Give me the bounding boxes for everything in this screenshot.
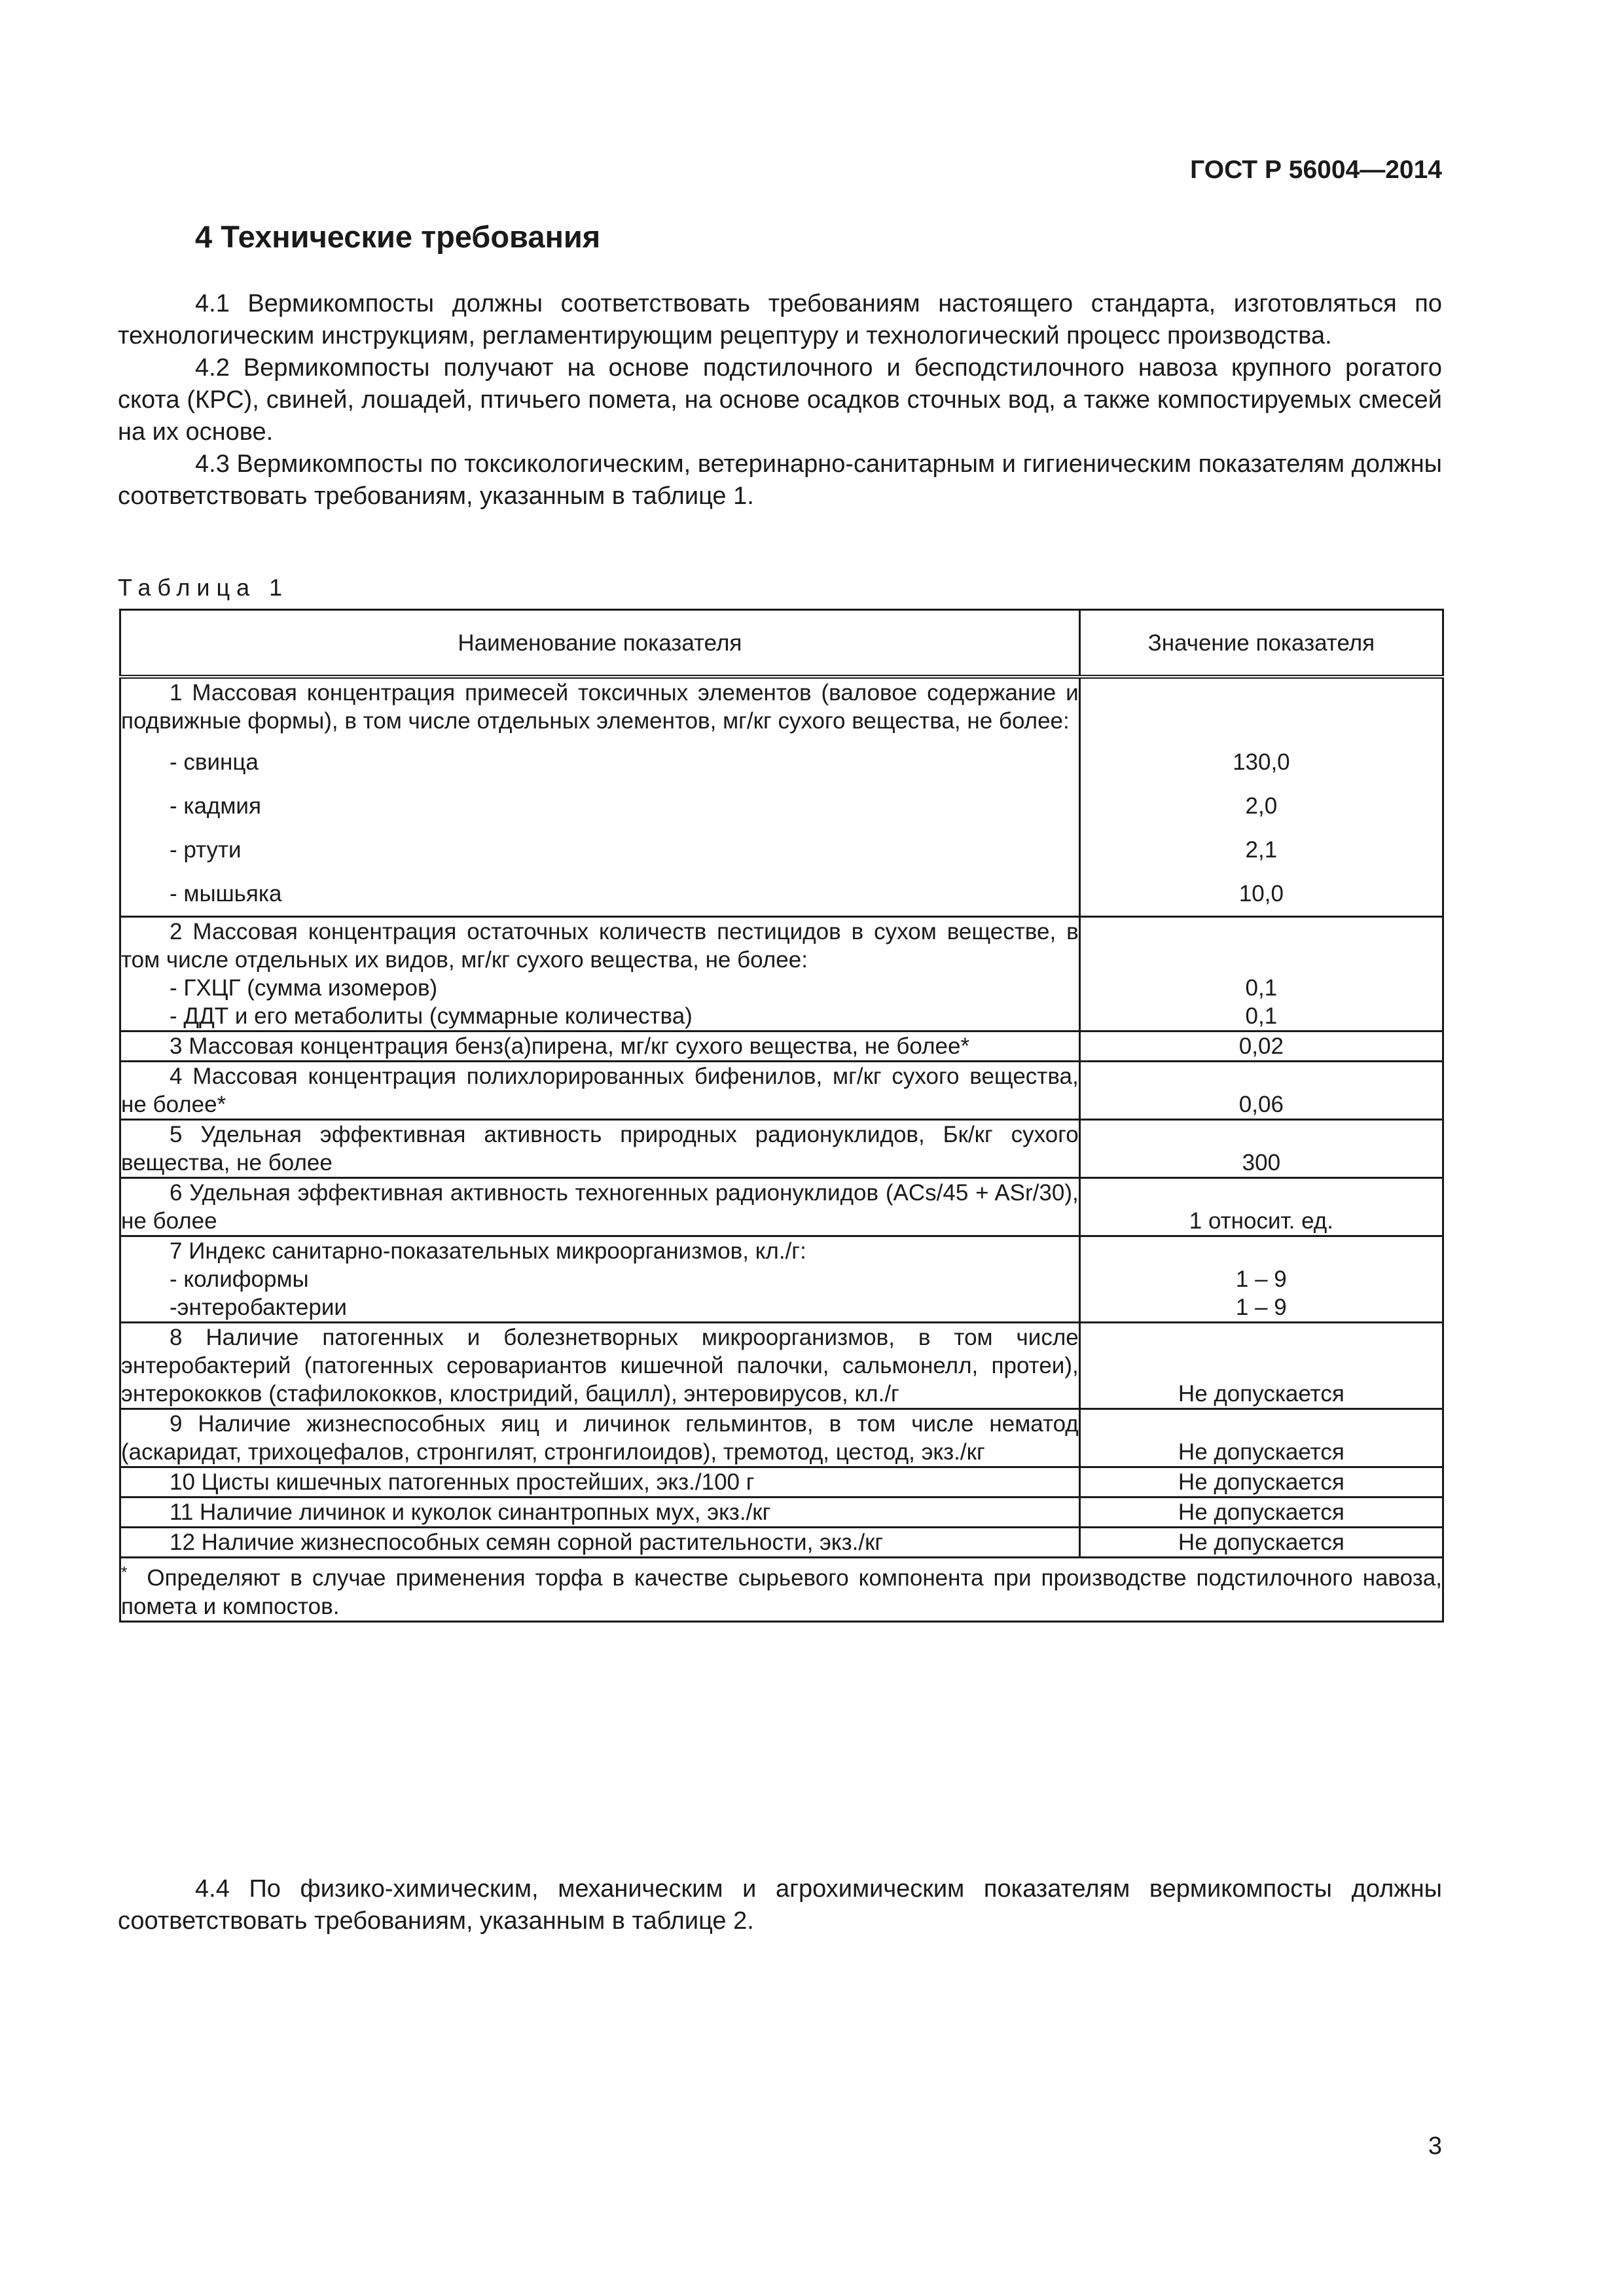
- table-caption: Таблица 1: [118, 574, 289, 601]
- row-1-value-mercury: 2,1: [1245, 837, 1278, 863]
- requirements-table: [119, 609, 1444, 1623]
- table-row: [120, 1498, 1443, 1528]
- row-9-value: Не допускается: [1079, 1409, 1443, 1467]
- table-footnote-row: [120, 1558, 1443, 1622]
- row-11-text: 11 Наличие личинок и куколок синантропных мух, экз./кг: [170, 1499, 771, 1525]
- row-7-values: [1079, 1236, 1443, 1323]
- row-7-item-coliforms: - колиформы: [170, 1266, 309, 1292]
- column-header-value: Значение показателя: [1079, 610, 1443, 677]
- row-1-item-cadmium: - кадмия: [170, 793, 261, 819]
- table-row: [120, 1409, 1443, 1467]
- table-row: [120, 1178, 1443, 1236]
- table-row: [120, 1031, 1443, 1062]
- row-5-value: 300: [1079, 1120, 1443, 1178]
- paragraph-4-4: 4.4 По физико-химическим, механическим и агрохимическим показателям вермикомпосты должны соответствовать требованиям, указанным в таблице 2.: [118, 1875, 1442, 1935]
- row-11-name: [120, 1498, 1080, 1528]
- row-1-item-lead: - свинца: [170, 749, 259, 775]
- paragraph-4-1: 4.1 Вермикомпосты должны соответствовать требованиям настоящего стандарта, изготовляться по технологическим инструкциям, регламентирующим рецептуру и технологический процесс производства.: [118, 290, 1442, 350]
- row-12-value: Не допускается: [1079, 1528, 1443, 1558]
- row-7-item-enterobacteria: -энтеробактерии: [170, 1295, 347, 1320]
- table-row: [120, 1236, 1443, 1323]
- row-1-value-cadmium: 2,0: [1245, 793, 1278, 819]
- row-10-name: [120, 1467, 1080, 1498]
- row-8-value: Не допускается: [1079, 1323, 1443, 1409]
- row-6-text: 6 Удельная эффективная активность техногенных радионуклидов (ACs/45 + ASr/30), не более: [121, 1180, 1079, 1234]
- table-row: [120, 677, 1443, 917]
- row-10-value: Не допускается: [1079, 1467, 1443, 1498]
- row-2-value-hch: 0,1: [1245, 975, 1278, 1001]
- table-header-row: [120, 610, 1443, 677]
- table-row: [120, 1120, 1443, 1178]
- row-5-name: [120, 1120, 1080, 1178]
- table-row: [120, 917, 1443, 1031]
- row-7-value-enterobacteria: 1 – 9: [1235, 1295, 1287, 1320]
- row-2-item-ddt: - ДДТ и его метаболиты (суммарные количества): [170, 1003, 693, 1029]
- row-3-text: 3 Массовая концентрация бенз(а)пирена, мг/кг сухого вещества, не более*: [170, 1033, 970, 1059]
- row-11-value: Не допускается: [1079, 1498, 1443, 1528]
- footnote-text: Определяют в случае применения торфа в качестве сырьевого компонента при производстве подстилочного навоза, помета и компостов.: [121, 1565, 1442, 1619]
- row-7-lead: 7 Индекс санитарно-показательных микроорганизмов, кл./г:: [170, 1238, 806, 1264]
- row-3-name: [120, 1031, 1080, 1062]
- row-1-values: [1079, 677, 1443, 917]
- row-4-value: 0,06: [1079, 1062, 1443, 1120]
- row-1-value-arsenic: 10,0: [1238, 881, 1284, 906]
- footnote-mark: *: [121, 1564, 128, 1581]
- section-title: 4 Технические требования: [195, 219, 601, 254]
- row-12-name: [120, 1528, 1080, 1558]
- table-row: [120, 1062, 1443, 1120]
- document-code: ГОСТ Р 56004—2014: [1190, 156, 1442, 184]
- row-2-lead: 2 Массовая концентрация остаточных количеств пестицидов в сухом веществе, в том числе отдельных их видов, мг/кг сухого вещества, не более:: [121, 919, 1079, 973]
- table-footnote: [120, 1558, 1443, 1622]
- closing-paragraph: [118, 1873, 1442, 1937]
- row-1-name: [120, 677, 1080, 917]
- row-1-value-lead: 130,0: [1233, 749, 1290, 775]
- column-header-name: Наименование показателя: [120, 610, 1080, 677]
- table-row: [120, 1323, 1443, 1409]
- row-6-value: 1 относит. ед.: [1079, 1178, 1443, 1236]
- row-6-name: [120, 1178, 1080, 1236]
- row-2-value-ddt: 0,1: [1245, 1003, 1278, 1029]
- row-7-name: [120, 1236, 1080, 1323]
- row-2-name: [120, 917, 1080, 1031]
- paragraph-4-3: 4.3 Вермикомпосты по токсикологическим, ветеринарно-санитарным и гигиеническим показателям должны соответствовать требованиям, указанным в таблице 1.: [118, 450, 1442, 510]
- row-7-value-coliforms: 1 – 9: [1235, 1266, 1287, 1292]
- row-4-name: [120, 1062, 1080, 1120]
- row-1-lead: 1 Массовая концентрация примесей токсичных элементов (валовое содержание и подвижные формы), в том числе отдельных элементов, мг/кг сухого вещества, не более:: [121, 680, 1079, 734]
- page-number: 3: [1428, 2132, 1442, 2160]
- row-2-values: [1079, 917, 1443, 1031]
- row-5-text: 5 Удельная эффективная активность природных радионуклидов, Бк/кг сухого вещества, не более: [121, 1122, 1079, 1175]
- row-12-text: 12 Наличие жизнеспособных семян сорной растительности, экз./кг: [170, 1530, 884, 1555]
- table-row: [120, 1528, 1443, 1558]
- row-9-text: 9 Наличие жизнеспособных яиц и личинок гельминтов, в том числе нематод (аскаридат, трихоцефалов, стронгилят, стронгилоидов), тремотод, цестод, экз./кг: [121, 1411, 1079, 1465]
- row-8-name: [120, 1323, 1080, 1409]
- paragraph-4-2: 4.2 Вермикомпосты получают на основе подстилочного и бесподстилочного навоза крупного рогатого скота (КРС), свиней, лошадей, птичьего помета, на основе осадков сточных вод, а также компостируемых смесей на их основе.: [118, 354, 1442, 446]
- table-row: [120, 1467, 1443, 1498]
- row-3-value: 0,02: [1079, 1031, 1443, 1062]
- row-2-item-hch: - ГХЦГ (сумма изомеров): [170, 975, 438, 1001]
- row-1-item-mercury: - ртути: [170, 837, 242, 863]
- row-8-text: 8 Наличие патогенных и болезнетворных микроорганизмов, в том числе энтеробактерий (патогенных серовариантов кишечной палочки, сальмонелл, протеи), энтерококков (стафилококков, клостридий, бацилл), энтеровирусов, кл./г: [121, 1325, 1079, 1407]
- row-4-text: 4 Массовая концентрация полихлорированных бифенилов, мг/кг сухого вещества, не более*: [121, 1064, 1079, 1117]
- row-10-text: 10 Цисты кишечных патогенных простейших, экз./100 г: [170, 1469, 755, 1495]
- intro-paragraphs: [118, 288, 1442, 512]
- row-9-name: [120, 1409, 1080, 1467]
- row-1-item-arsenic: - мышьяка: [170, 881, 282, 906]
